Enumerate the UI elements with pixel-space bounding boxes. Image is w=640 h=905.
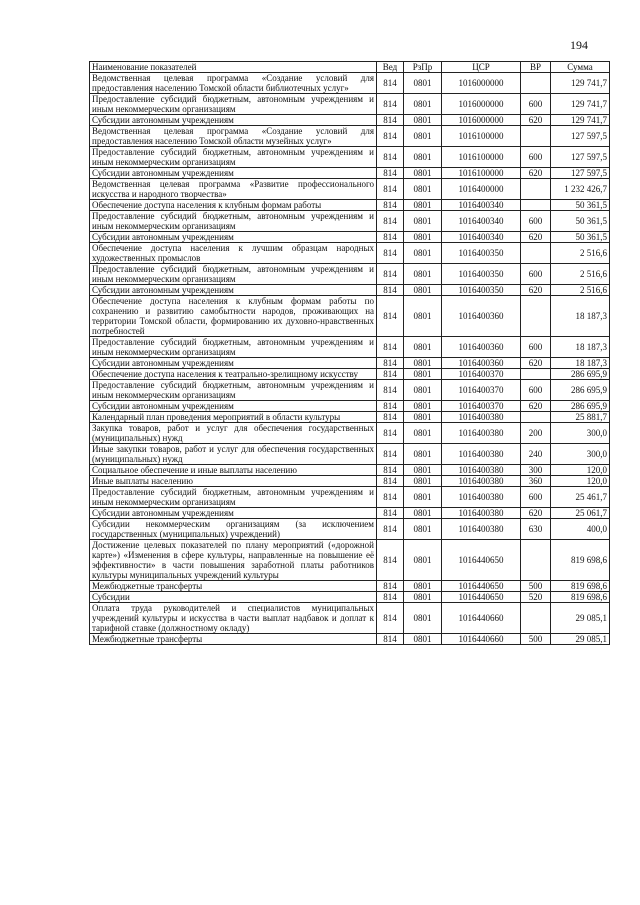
sum-cell: 300,0	[551, 444, 610, 465]
row-name-cell: Субсидии автономным учреждениям	[90, 358, 377, 369]
header-rzpr: РзПр	[404, 62, 442, 73]
csr-cell: 1016100000	[442, 126, 521, 147]
vr-cell: 240	[521, 444, 551, 465]
csr-cell: 1016400380	[442, 412, 521, 423]
vr-cell: 620	[521, 508, 551, 519]
csr-cell: 1016400360	[442, 358, 521, 369]
row-name-cell: Ведомственная целевая программа «Развитие профессионального искусства и народного творчества»	[90, 179, 377, 200]
rzpr-cell: 0801	[404, 634, 442, 645]
table-row	[90, 581, 610, 592]
table-row	[90, 179, 610, 200]
vr-cell: 620	[521, 232, 551, 243]
sum-cell: 25 461,7	[551, 487, 610, 508]
sum-cell: 50 361,5	[551, 232, 610, 243]
rzpr-cell: 0801	[404, 126, 442, 147]
ved-cell: 814	[377, 592, 404, 603]
table-row	[90, 519, 610, 540]
ved-cell: 814	[377, 126, 404, 147]
csr-cell: 1016000000	[442, 94, 521, 115]
vr-cell	[521, 73, 551, 94]
sum-cell: 129 741,7	[551, 73, 610, 94]
table-row	[90, 634, 610, 645]
header-vr: ВР	[521, 62, 551, 73]
ved-cell: 814	[377, 423, 404, 444]
csr-cell: 1016400370	[442, 380, 521, 401]
sum-cell: 400,0	[551, 519, 610, 540]
sum-cell: 120,0	[551, 465, 610, 476]
row-name-cell: Предоставление субсидий бюджетным, автономным учреждениям и иным некоммерческим организациям	[90, 211, 377, 232]
table-row	[90, 603, 610, 634]
table-row	[90, 200, 610, 211]
row-name-cell: Субсидии автономным учреждениям	[90, 168, 377, 179]
header-ved: Вед	[377, 62, 404, 73]
rzpr-cell: 0801	[404, 380, 442, 401]
row-name-cell: Субсидии автономным учреждениям	[90, 401, 377, 412]
vr-cell: 620	[521, 168, 551, 179]
row-name-cell: Ведомственная целевая программа «Создание условий для предоставления населению Томской области библиотечных услуг»	[90, 73, 377, 94]
row-name-cell: Обеспечение доступа населения к театрально-зрелищному искусству	[90, 369, 377, 380]
sum-cell: 18 187,3	[551, 337, 610, 358]
ved-cell: 814	[377, 285, 404, 296]
sum-cell: 129 741,7	[551, 94, 610, 115]
ved-cell: 814	[377, 179, 404, 200]
row-name-cell: Субсидии автономным учреждениям	[90, 115, 377, 126]
sum-cell: 300,0	[551, 423, 610, 444]
ved-cell: 814	[377, 73, 404, 94]
vr-cell	[521, 540, 551, 581]
sum-cell: 18 187,3	[551, 358, 610, 369]
row-name-cell: Предоставление субсидий бюджетным, автономным учреждениям и иным некоммерческим организациям	[90, 487, 377, 508]
sum-cell: 127 597,5	[551, 168, 610, 179]
rzpr-cell: 0801	[404, 581, 442, 592]
csr-cell: 1016400380	[442, 508, 521, 519]
table-row	[90, 444, 610, 465]
csr-cell: 1016400380	[442, 519, 521, 540]
csr-cell: 1016400380	[442, 465, 521, 476]
csr-cell: 1016400340	[442, 232, 521, 243]
vr-cell: 600	[521, 264, 551, 285]
ved-cell: 814	[377, 519, 404, 540]
csr-cell: 1016400370	[442, 369, 521, 380]
csr-cell: 1016440660	[442, 603, 521, 634]
rzpr-cell: 0801	[404, 179, 442, 200]
sum-cell: 25 061,7	[551, 508, 610, 519]
header-name: Наименование показателей	[90, 62, 377, 73]
rzpr-cell: 0801	[404, 603, 442, 634]
csr-cell: 1016440650	[442, 592, 521, 603]
sum-cell: 127 597,5	[551, 147, 610, 168]
vr-cell: 600	[521, 211, 551, 232]
ved-cell: 814	[377, 337, 404, 358]
rzpr-cell: 0801	[404, 369, 442, 380]
csr-cell: 1016100000	[442, 168, 521, 179]
ved-cell: 814	[377, 401, 404, 412]
header-sum: Сумма	[551, 62, 610, 73]
table-row	[90, 465, 610, 476]
row-name-cell: Социальное обеспечение и иные выплаты населению	[90, 465, 377, 476]
row-name-cell: Иные выплаты населению	[90, 476, 377, 487]
rzpr-cell: 0801	[404, 423, 442, 444]
ved-cell: 814	[377, 581, 404, 592]
vr-cell: 600	[521, 380, 551, 401]
table-row	[90, 540, 610, 581]
vr-cell: 520	[521, 592, 551, 603]
rzpr-cell: 0801	[404, 264, 442, 285]
table-header-row	[90, 62, 610, 73]
table-row	[90, 412, 610, 423]
vr-cell: 620	[521, 401, 551, 412]
csr-cell: 1016400340	[442, 200, 521, 211]
rzpr-cell: 0801	[404, 487, 442, 508]
sum-cell: 286 695,9	[551, 369, 610, 380]
csr-cell: 1016000000	[442, 73, 521, 94]
rzpr-cell: 0801	[404, 200, 442, 211]
rzpr-cell: 0801	[404, 115, 442, 126]
sum-cell: 29 085,1	[551, 603, 610, 634]
rzpr-cell: 0801	[404, 232, 442, 243]
ved-cell: 814	[377, 168, 404, 179]
rzpr-cell: 0801	[404, 401, 442, 412]
sum-cell: 25 881,7	[551, 412, 610, 423]
ved-cell: 814	[377, 508, 404, 519]
csr-cell: 1016440650	[442, 540, 521, 581]
table-row	[90, 487, 610, 508]
vr-cell: 300	[521, 465, 551, 476]
table-row	[90, 401, 610, 412]
vr-cell	[521, 296, 551, 337]
sum-cell: 286 695,9	[551, 401, 610, 412]
table-row	[90, 423, 610, 444]
vr-cell	[521, 603, 551, 634]
csr-cell: 1016400350	[442, 285, 521, 296]
rzpr-cell: 0801	[404, 540, 442, 581]
table-row	[90, 508, 610, 519]
rzpr-cell: 0801	[404, 337, 442, 358]
ved-cell: 814	[377, 232, 404, 243]
row-name-cell: Достижение целевых показателей по плану мероприятий («дорожной карте») «Изменения в сфере культуры, направленные на повышение её эффективности» в части повышения заработной платы работников культуры муниципальных учреждений культуры	[90, 540, 377, 581]
rzpr-cell: 0801	[404, 211, 442, 232]
row-name-cell: Предоставление субсидий бюджетным, автономным учреждениям и иным некоммерческим организациям	[90, 337, 377, 358]
sum-cell: 286 695,9	[551, 380, 610, 401]
row-name-cell: Предоставление субсидий бюджетным, автономным учреждениям и иным некоммерческим организациям	[90, 380, 377, 401]
ved-cell: 814	[377, 115, 404, 126]
rzpr-cell: 0801	[404, 296, 442, 337]
row-name-cell: Обеспечение доступа населения к клубным формам работы	[90, 200, 377, 211]
csr-cell: 1016000000	[442, 115, 521, 126]
vr-cell	[521, 200, 551, 211]
vr-cell	[521, 412, 551, 423]
csr-cell: 1016400340	[442, 211, 521, 232]
rzpr-cell: 0801	[404, 285, 442, 296]
vr-cell: 630	[521, 519, 551, 540]
csr-cell: 1016400360	[442, 337, 521, 358]
vr-cell: 360	[521, 476, 551, 487]
table-row	[90, 296, 610, 337]
table-row	[90, 369, 610, 380]
csr-cell: 1016400360	[442, 296, 521, 337]
table-row	[90, 285, 610, 296]
csr-cell: 1016440660	[442, 634, 521, 645]
ved-cell: 814	[377, 603, 404, 634]
table-row	[90, 147, 610, 168]
sum-cell: 120,0	[551, 476, 610, 487]
rzpr-cell: 0801	[404, 519, 442, 540]
ved-cell: 814	[377, 369, 404, 380]
row-name-cell: Ведомственная целевая программа «Создание условий для предоставления населению Томской области музейных услуг»	[90, 126, 377, 147]
csr-cell: 1016440650	[442, 581, 521, 592]
vr-cell: 200	[521, 423, 551, 444]
row-name-cell: Закупка товаров, работ и услуг для обеспечения государственных (муниципальных) нужд	[90, 423, 377, 444]
sum-cell: 819 698,6	[551, 581, 610, 592]
row-name-cell: Обеспечение доступа населения к лучшим образцам народных художественных промыслов	[90, 243, 377, 264]
ved-cell: 814	[377, 487, 404, 508]
rzpr-cell: 0801	[404, 444, 442, 465]
ved-cell: 814	[377, 540, 404, 581]
table-row	[90, 380, 610, 401]
csr-cell: 1016400350	[442, 243, 521, 264]
ved-cell: 814	[377, 634, 404, 645]
table-row	[90, 232, 610, 243]
ved-cell: 814	[377, 476, 404, 487]
vr-cell: 500	[521, 634, 551, 645]
table-row	[90, 243, 610, 264]
rzpr-cell: 0801	[404, 358, 442, 369]
sum-cell: 129 741,7	[551, 115, 610, 126]
sum-cell: 29 085,1	[551, 634, 610, 645]
rzpr-cell: 0801	[404, 476, 442, 487]
ved-cell: 814	[377, 412, 404, 423]
rzpr-cell: 0801	[404, 243, 442, 264]
row-name-cell: Субсидии автономным учреждениям	[90, 285, 377, 296]
row-name-cell: Межбюджетные трансферты	[90, 634, 377, 645]
vr-cell: 600	[521, 337, 551, 358]
table-row	[90, 168, 610, 179]
row-name-cell: Предоставление субсидий бюджетным, автономным учреждениям и иным некоммерческим организациям	[90, 264, 377, 285]
rzpr-cell: 0801	[404, 592, 442, 603]
row-name-cell: Субсидии автономным учреждениям	[90, 508, 377, 519]
sum-cell: 819 698,6	[551, 592, 610, 603]
row-name-cell: Иные закупки товаров, работ и услуг для обеспечения государственных (муниципальных) нужд	[90, 444, 377, 465]
vr-cell	[521, 369, 551, 380]
csr-cell: 1016400370	[442, 401, 521, 412]
table-row	[90, 126, 610, 147]
header-csr: ЦСР	[442, 62, 521, 73]
sum-cell: 127 597,5	[551, 126, 610, 147]
ved-cell: 814	[377, 380, 404, 401]
ved-cell: 814	[377, 200, 404, 211]
sum-cell: 18 187,3	[551, 296, 610, 337]
csr-cell: 1016400350	[442, 264, 521, 285]
table-body	[90, 73, 610, 645]
table-row	[90, 115, 610, 126]
vr-cell	[521, 179, 551, 200]
csr-cell: 1016400380	[442, 476, 521, 487]
sum-cell: 50 361,5	[551, 211, 610, 232]
sum-cell: 2 516,6	[551, 264, 610, 285]
ved-cell: 814	[377, 296, 404, 337]
row-name-cell: Субсидии	[90, 592, 377, 603]
budget-table	[89, 61, 610, 645]
vr-cell	[521, 126, 551, 147]
row-name-cell: Предоставление субсидий бюджетным, автономным учреждениям и иным некоммерческим организациям	[90, 94, 377, 115]
ved-cell: 814	[377, 444, 404, 465]
vr-cell: 620	[521, 358, 551, 369]
row-name-cell: Межбюджетные трансферты	[90, 581, 377, 592]
row-name-cell: Обеспечение доступа населения к клубным формам работы по сохранению и развитию самобытности народов, проживающих на территории Томской области, формированию их духовно-нравственных потребностей	[90, 296, 377, 337]
rzpr-cell: 0801	[404, 508, 442, 519]
csr-cell: 1016100000	[442, 147, 521, 168]
table-row	[90, 476, 610, 487]
rzpr-cell: 0801	[404, 465, 442, 476]
table-row	[90, 264, 610, 285]
rzpr-cell: 0801	[404, 168, 442, 179]
row-name-cell: Субсидии автономным учреждениям	[90, 232, 377, 243]
sum-cell: 50 361,5	[551, 200, 610, 211]
table-row	[90, 73, 610, 94]
sum-cell: 819 698,6	[551, 540, 610, 581]
ved-cell: 814	[377, 465, 404, 476]
table-row	[90, 592, 610, 603]
vr-cell: 620	[521, 115, 551, 126]
csr-cell: 1016400380	[442, 487, 521, 508]
sum-cell: 2 516,6	[551, 243, 610, 264]
vr-cell: 500	[521, 581, 551, 592]
rzpr-cell: 0801	[404, 412, 442, 423]
csr-cell: 1016400380	[442, 423, 521, 444]
table-row	[90, 358, 610, 369]
rzpr-cell: 0801	[404, 94, 442, 115]
table-row	[90, 94, 610, 115]
sum-cell: 2 516,6	[551, 285, 610, 296]
vr-cell: 620	[521, 285, 551, 296]
csr-cell: 1016400000	[442, 179, 521, 200]
table-row	[90, 337, 610, 358]
ved-cell: 814	[377, 147, 404, 168]
row-name-cell: Оплата труда руководителей и специалистов муниципальных учреждений культуры и искусства в части выплат надбавок и доплат к тарифной ставке (должностному окладу)	[90, 603, 377, 634]
ved-cell: 814	[377, 211, 404, 232]
vr-cell: 600	[521, 94, 551, 115]
ved-cell: 814	[377, 358, 404, 369]
sum-cell: 1 232 426,7	[551, 179, 610, 200]
row-name-cell: Календарный план проведения мероприятий в области культуры	[90, 412, 377, 423]
row-name-cell: Предоставление субсидий бюджетным, автономным учреждениям и иным некоммерческим организациям	[90, 147, 377, 168]
vr-cell: 600	[521, 487, 551, 508]
page-number: 194	[570, 38, 588, 52]
row-name-cell: Субсидии некоммерческим организациям (за исключением государственных (муниципальных) учреждений)	[90, 519, 377, 540]
vr-cell: 600	[521, 147, 551, 168]
vr-cell	[521, 243, 551, 264]
rzpr-cell: 0801	[404, 147, 442, 168]
ved-cell: 814	[377, 94, 404, 115]
ved-cell: 814	[377, 264, 404, 285]
csr-cell: 1016400380	[442, 444, 521, 465]
table-row	[90, 211, 610, 232]
ved-cell: 814	[377, 243, 404, 264]
rzpr-cell: 0801	[404, 73, 442, 94]
